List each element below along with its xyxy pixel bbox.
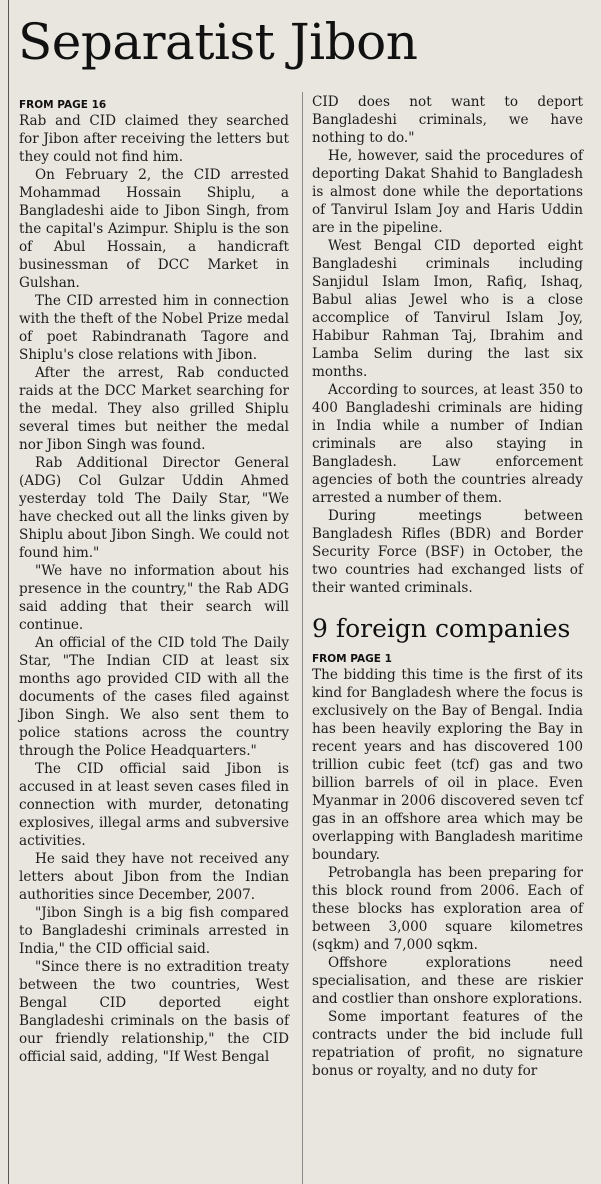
article-paragraph: The CID arrested him in connection with the theft of the Nobel Prize medal of poet Rabindranath Tagore and Shiplu's close relations with Jibon. <box>19 293 289 363</box>
article-paragraph: After the arrest, Rab conducted raids at the DCC Market searching for the medal. They also grilled Shiplu several times but neither the medal nor Jibon Singh was found. <box>19 365 289 453</box>
column-divider <box>302 92 303 1184</box>
article-paragraph: During meetings between Bangladesh Rifles (BDR) and Border Security Force (BSF) in October, the two countries had exchanged lists of their wanted criminals. <box>312 508 583 596</box>
article-headline: Separatist Jibon <box>18 13 418 71</box>
left-column <box>19 99 289 1066</box>
article-kicker: FROM PAGE 16 <box>19 99 107 111</box>
article-paragraph: Rab Additional Director General (ADG) Col Gulzar Uddin Ahmed yesterday told The Daily Star, "We have checked out all the links given by Shiplu about Jibon Singh. We could not found him." <box>19 455 289 561</box>
article-paragraph: Petrobangla has been preparing for this block round from 2006. Each of these blocks has exploration area of between 3,000 square kilometres (sqkm) and 7,000 sqkm. <box>312 865 583 953</box>
article-paragraph: Offshore explorations need specialisation, and these are riskier and costlier than onshore explorations. <box>312 955 583 1007</box>
article-paragraph: The CID official said Jibon is accused in at least seven cases filed in connection with murder, detonating explosives, illegal arms and subversive activities. <box>19 761 289 849</box>
article-paragraph: Rab and CID claimed they searched for Jibon after receiving the letters but they could not find him. <box>19 113 289 165</box>
article-paragraph: On February 2, the CID arrested Mohammad Hossain Shiplu, a Bangladeshi aide to Jibon Singh, from the capital's Azimpur. Shiplu is the son of Abul Hossain, a handicraft businessman of DCC Market in Gulshan. <box>19 167 289 291</box>
article-paragraph: Some important features of the contracts under the bid include full repatriation of profit, no signature bonus or royalty, and no duty for <box>312 1009 583 1079</box>
second-article-headline: 9 foreign companies <box>312 614 571 643</box>
page-left-rule <box>8 0 9 1184</box>
article-paragraph: He said they have not received any letters about Jibon from the Indian authorities since December, 2007. <box>19 851 289 903</box>
article-paragraph: An official of the CID told The Daily Star, "The Indian CID at least six months ago provided CID with all the documents of the cases filed against Jibon Singh. We also sent them to police stations across the country through the Police Headquarters." <box>19 635 289 759</box>
article-paragraph: He, however, said the procedures of deporting Dakat Shahid to Bangladesh is almost done while the deportations of Tanvirul Islam Joy and Haris Uddin are in the pipeline. <box>312 148 583 236</box>
article-paragraph: "Since there is no extradition treaty between the two countries, West Bengal CID deported eight Bangladeshi criminals on the basis of our friendly relationship," the CID official said, adding, "If West Bengal <box>19 959 289 1065</box>
article-paragraph: West Bengal CID deported eight Bangladeshi criminals including Sanjidul Islam Imon, Rafiq, Ishaq, Babul alias Jewel who is a close accomplice of Tanvirul Islam Joy, Habibur Rahman Taj, Ibrahim and Lamba Selim during the last six months. <box>312 238 583 380</box>
article-paragraph: CID does not want to deport Bangladeshi criminals, we have nothing to do." <box>312 94 583 146</box>
article-paragraph: "Jibon Singh is a big fish compared to Bangladeshi criminals arrested in India," the CID official said. <box>19 905 289 957</box>
right-column <box>312 93 583 1080</box>
article-paragraph: The bidding this time is the first of its kind for Bangladesh where the focus is exclusively on the Bay of Bengal. India has been heavily exploring the Bay in recent years and has discovered 100 trillion cubic feet (tcf) gas and two billion barrels of oil in place. Even Myanmar in 2006 discovered seven tcf gas in an offshore area which may be overlapping with Bangladesh maritime boundary. <box>312 667 583 863</box>
article-paragraph: "We have no information about his presence in the country," the Rab ADG said adding that their search will continue. <box>19 563 289 633</box>
second-article-kicker: FROM PAGE 1 <box>312 653 392 665</box>
article-paragraph: According to sources, at least 350 to 400 Bangladeshi criminals are hiding in India while a number of Indian criminals are also staying in Bangladesh. Law enforcement agencies of both the countries already arrested a number of them. <box>312 382 583 506</box>
